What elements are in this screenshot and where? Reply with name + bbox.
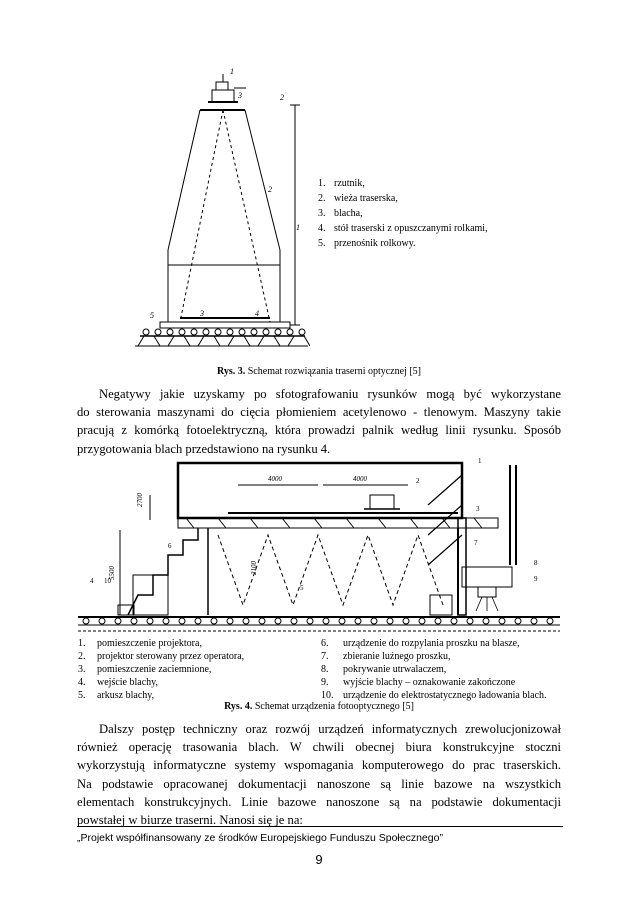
legend-item: 1. pomieszczenie projektora, (78, 638, 202, 649)
legend-item: 3. blacha, (318, 208, 363, 219)
ceiling-slab (178, 518, 498, 528)
fig3-label-2: 2 (268, 185, 272, 194)
figure-3-drawing (130, 60, 310, 365)
fig4-label-7: 7 (474, 539, 478, 547)
fig3-label-5: 5 (150, 311, 154, 320)
fig4-label-1: 1 (478, 457, 482, 465)
fig4-label-5: 5 (300, 584, 304, 592)
legend-column-right (321, 637, 547, 702)
text-line: elementach konstrukcyjnych. Linie bazowe nanoszone są na podstawie dokumentacji (77, 794, 561, 809)
dim-2100: 2100 (250, 561, 258, 575)
spray-housing (462, 567, 512, 587)
projector-body (212, 90, 234, 102)
fig3-label-3: 3 (200, 309, 204, 318)
legend-item: 9. wyjście blachy – oznakowanie zakończone (321, 677, 516, 688)
figure-4-caption: Rys. 4. Schemat urządzenia fotooptycznego [5] (224, 701, 414, 712)
text-line: wykorzystują informatyczne systemy wspomagania komputerowego do prac traserskich. (77, 758, 561, 773)
fig4-label-8: 8 (534, 559, 538, 567)
dim-2700: 2700 (136, 493, 144, 507)
text-line: do sterowania maszynami do cięcia płomieniem acetylenowo - tlenowym. Maszyny takie (77, 405, 561, 420)
fig4-label-2: 2 (416, 477, 420, 485)
legend-item: 4. stół traserski z opuszczanymi rolkami, (318, 223, 488, 234)
dim-4000-right: 4000 (353, 475, 367, 483)
legend-item: 3. pomieszczenie zaciemnione, (78, 664, 212, 675)
legend-item: 2. wieża traserska, (318, 193, 398, 204)
fig3-label-top-2: 2 (280, 93, 284, 102)
legend-item: 5. arkusz blachy, (78, 690, 155, 701)
legend-column-left (78, 637, 244, 702)
legend-item: 4. wejście blachy, (78, 677, 158, 688)
dim-5500: 5500 (108, 566, 116, 580)
legend-item: 7. zbieranie luźnego proszku, (321, 651, 451, 662)
fig3-label-top-3: 3 (238, 91, 242, 100)
legend-item: 6. urządzenie do rozpylania proszku na blasze, (321, 638, 520, 649)
dim-4000-left: 4000 (268, 475, 282, 483)
page-number: 9 (315, 852, 323, 867)
fig4-label-9: 9 (534, 575, 538, 583)
legend-item: 10. urządzenie do elektrostatycznego ładowania blach. (321, 690, 547, 701)
fig4-label-4: 4 (90, 577, 94, 585)
footer-text: „Projekt współfinansowany ze środków Europejskiego Funduszu Społecznego” (77, 832, 443, 844)
projector-lamp (216, 82, 228, 90)
text-line: pracują z komórką fotoelektryczną, która prowadzi palnik według linii rysunku. Sposób (77, 423, 561, 438)
fig3-dim-label: 1 (296, 223, 300, 232)
legend-item: 2. projektor sterowany przez operatora, (78, 651, 245, 662)
fig3-label-1: 1 (230, 67, 234, 76)
text-line: Dalszy postęp techniczny oraz rozwój urządzeń informatycznych zrewolucjonizował (99, 722, 561, 736)
projector-room (178, 463, 462, 518)
tower-left (168, 110, 200, 250)
legend-item: 5. przenośnik rolkowy. (318, 238, 416, 249)
text-line: Negatywy jakie uzyskamy po sfotografowaniu rysunków mogą być wykorzystane (99, 387, 561, 401)
text-line: również operację trasowania blach. W chwili obecnej biura konstrukcyjne stoczni (77, 740, 561, 755)
footer-divider (77, 826, 563, 827)
figure-3-legend (318, 176, 488, 251)
legend-item: 8. pokrywanie utrwalaczem, (321, 664, 447, 675)
paragraph-1 (77, 385, 561, 458)
legend-item: 1. rzutnik, (318, 178, 365, 189)
figure-3-caption: Rys. 3. Schemat rozwiązania traserni optycznej [5] (216, 366, 422, 377)
spray-nozzle (478, 587, 496, 597)
fig4-label-10: 10 (104, 577, 111, 585)
text-line: powstałej w biurze traserni. Nanosi się je na: (77, 813, 303, 828)
roller-conveyor (143, 329, 305, 335)
text-line: Na podstawie opracowanej dokumentacji nanoszone są linie bazowe na wszystkich (77, 776, 561, 791)
fig4-label-6: 6 (168, 542, 172, 550)
fig4-label-3: 3 (476, 505, 480, 513)
projector (370, 495, 394, 509)
paragraph-2 (77, 720, 561, 829)
fig3-label-4: 4 (255, 309, 259, 318)
fig4-roller-conveyor (83, 618, 553, 624)
tower-right (245, 110, 280, 250)
figure-4-drawing (78, 455, 560, 635)
table (160, 322, 290, 328)
text-line: przygotowania blach przedstawiono na rysunku 4. (77, 441, 331, 456)
